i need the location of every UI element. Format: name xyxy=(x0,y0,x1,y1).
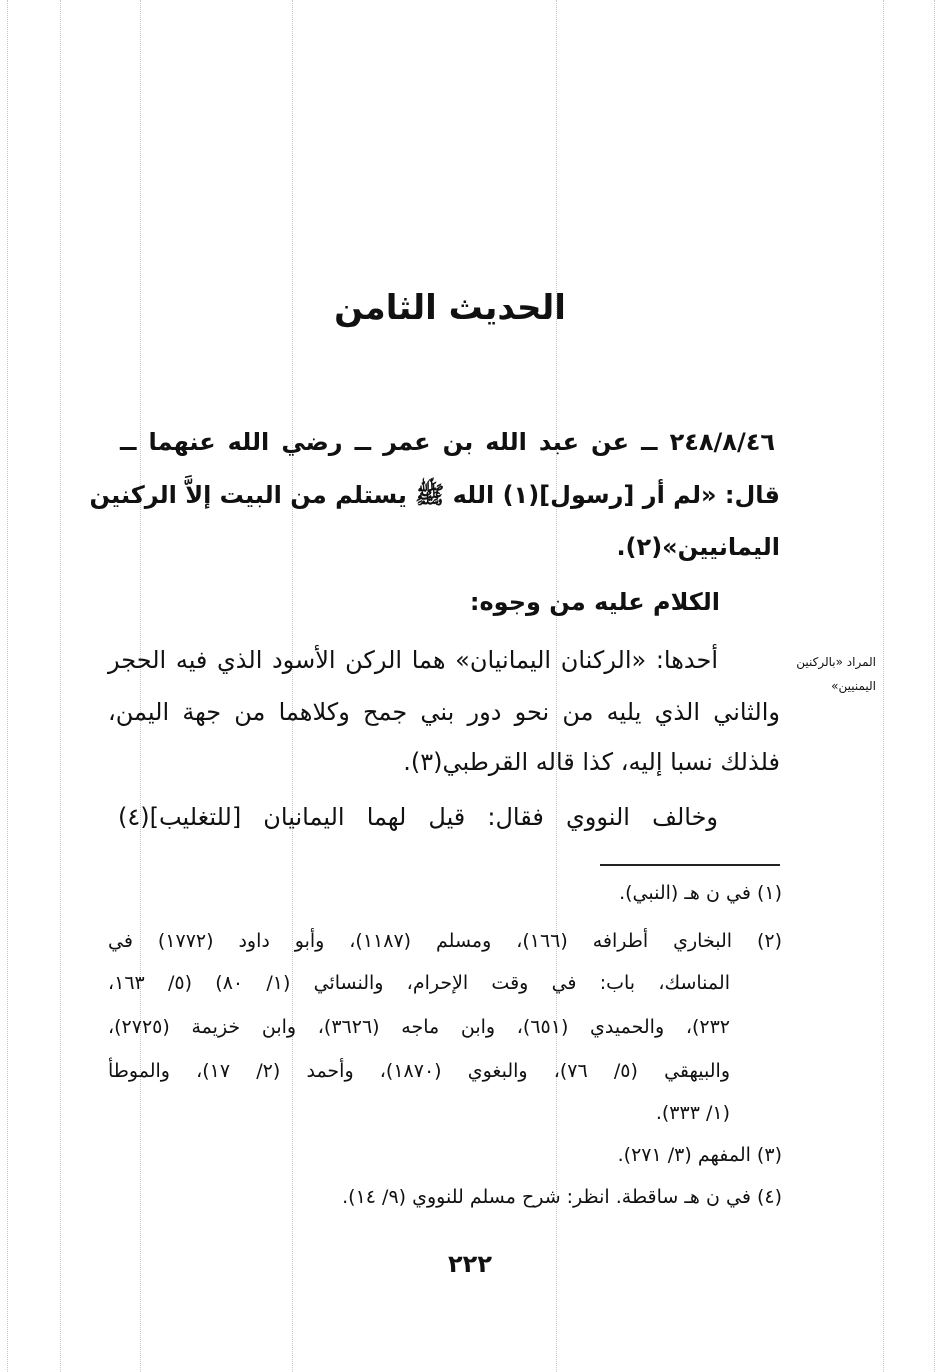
commentary-line: وخالف النووي فقال: قيل لهما اليمانيان [للتغليب](٤) xyxy=(118,803,718,831)
margin-note-line: اليمنيين» xyxy=(831,679,876,693)
scan-guide-line xyxy=(934,0,935,1372)
footnote: ٢٣٢)، والحميدي (٦٥١)، وابن ماجه (٣٦٢٦)، وابن خزيمة (٢٧٢٥)، xyxy=(108,1016,730,1038)
footnote: (١/ ٣٣٣). xyxy=(655,1102,730,1124)
commentary-line: أحدها: «الركنان اليمانيان» هما الركن الأسود الذي فيه الحجر xyxy=(108,646,718,674)
footnote: (٣) المفهم (٣/ ٢٧١). xyxy=(617,1144,782,1166)
commentary-heading: الكلام عليه من وجوه: xyxy=(469,588,720,616)
margin-note xyxy=(786,650,876,698)
hadith-line: اليمانيين»(٢). xyxy=(616,533,780,561)
scan-guide-line xyxy=(140,0,141,1372)
scan-guide-line xyxy=(60,0,61,1372)
footnote: (١) في ن هـ (النبي). xyxy=(619,882,782,904)
scan-guide-line xyxy=(7,0,8,1372)
footnote: (٤) في ن هـ ساقطة. انظر: شرح مسلم للنووي (٩/ ١٤). xyxy=(342,1186,782,1208)
footnote: (٢) البخاري أطرافه (١٦٦)، ومسلم (١١٨٧)، وأبو داود (١٧٧٢) في xyxy=(108,930,783,952)
scan-guide-line xyxy=(883,0,884,1372)
footnote-separator xyxy=(600,864,780,866)
page-number: ٢٢٢ xyxy=(448,1250,492,1278)
footnote: والبيهقي (٥/ ٧٦)، والبغوي (١٨٧٠)، وأحمد (٢/ ١٧)، والموطأ xyxy=(108,1060,731,1082)
commentary-line: فلذلك نسبا إليه، كذا قاله القرطبي(٣). xyxy=(403,748,780,776)
hadith-line: قال: «لم أر [رسول](١) الله ﷺ يستلم من البيت إلاَّ الركنين xyxy=(89,481,780,509)
scan-guide-line xyxy=(292,0,293,1372)
hadith-line: ٢٤٨/٨/٤٦ ــ عن عبد الله بن عمر ــ رضي الله عنهما ــ xyxy=(120,428,775,456)
margin-note-line: المراد «بالركنين xyxy=(796,655,876,669)
commentary-line: والثاني الذي يليه من نحو دور بني جمح وكلاهما من جهة اليمن، xyxy=(108,698,780,726)
page-title: الحديث الثامن xyxy=(334,288,566,328)
footnote: المناسك، باب: في وقت الإحرام، والنسائي (١/ ٨٠) (٥/ ١٦٣، xyxy=(108,972,730,994)
